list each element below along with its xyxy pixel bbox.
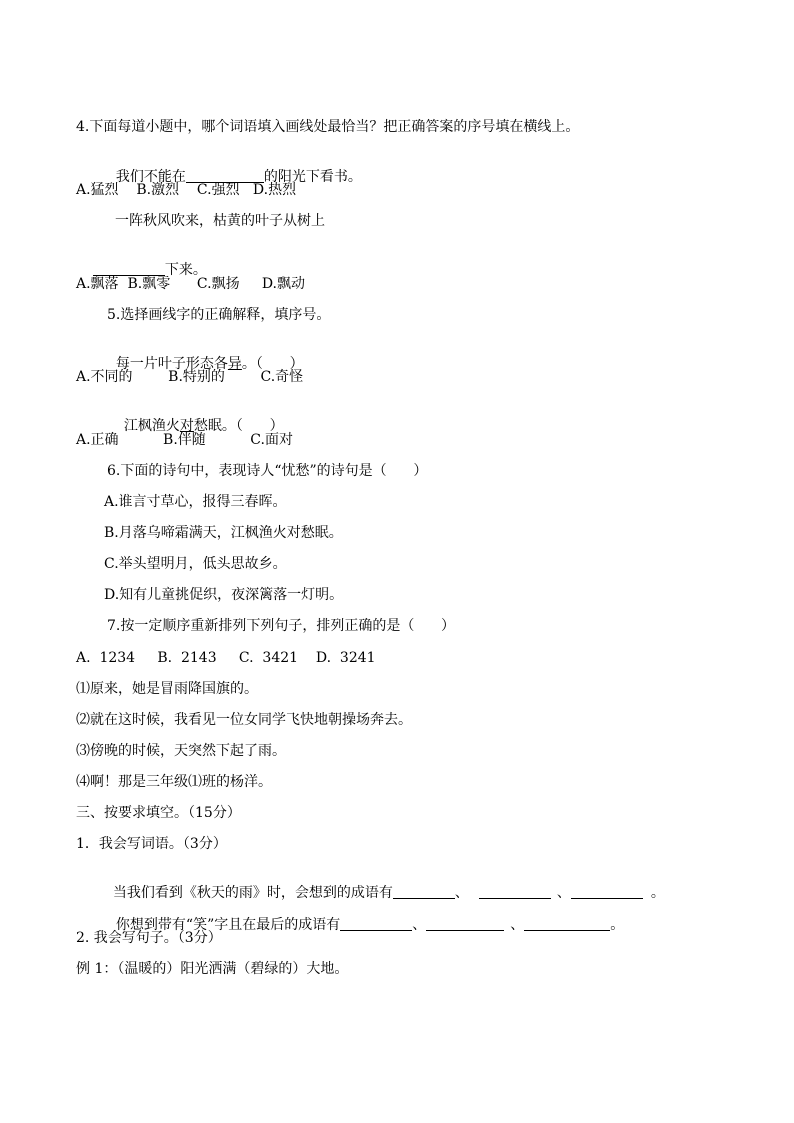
q4-s2-after: 下来。 xyxy=(164,262,207,278)
laugh-idiom-blank-1[interactable] xyxy=(340,916,412,931)
q4-s1-before: 我们不能在 xyxy=(115,169,186,185)
q6-option-a: A.谁言寸草心，报得三春晖。 xyxy=(104,494,287,510)
q7-title: 7.按一定顺序重新排列下列句子，排列正确的是（ ） xyxy=(107,618,456,634)
q4-s1-after: 的阳光下看书。 xyxy=(263,169,362,185)
q5-s2-underlined-char: 对 xyxy=(179,418,194,434)
section-3-title: 三、按要求填空。（15分） xyxy=(76,805,241,821)
q4-s2-options: A.飘落 B.飘零 C.飘扬 D.飘动 xyxy=(76,276,305,292)
q5-sentence-2 xyxy=(115,399,284,435)
q7-sentence-4: ⑷啊！那是三年级⑴班的杨洋。 xyxy=(76,774,272,790)
idiom-blank-3[interactable] xyxy=(571,884,643,899)
q6-option-b: B.月落乌啼霜满天，江枫渔火对愁眠。 xyxy=(104,525,343,541)
part-1-line-1 xyxy=(104,866,665,902)
q7-sentence-2: ⑵就在这时候，我看见一位女同学飞快地朝操场奔去。 xyxy=(76,712,412,728)
p1-end-2: 。 xyxy=(610,917,625,933)
p1-l2-text: 你想到带有“笑”字且在最后的成语有 xyxy=(115,917,341,933)
q5-s2-options: A.正确 B.伴随 C.面对 xyxy=(76,432,293,448)
q5-s1-post: 。（ ） xyxy=(241,356,304,372)
q7-options: A. 1234 B. 2143 C. 3421 D. 3241 xyxy=(76,650,376,666)
q6-option-c: C.举头望明月，低头思故乡。 xyxy=(104,556,287,572)
q6-option-d: D.知有儿童挑促织，夜深篱落一灯明。 xyxy=(104,587,344,603)
q4-sentence-2 xyxy=(84,243,207,279)
q5-s2-post: 愁眠。（ ） xyxy=(193,418,284,434)
q4-s1-options: A.猛烈 B.激烈 C.强烈 D.热烈 xyxy=(76,182,297,198)
laugh-idiom-blank-2[interactable] xyxy=(426,916,504,931)
q4-s2-blank[interactable] xyxy=(93,261,165,276)
q5-s1-options: A.不同的 B.特别的 C.奇怪 xyxy=(76,369,304,385)
idiom-blank-1[interactable] xyxy=(393,884,455,899)
p1-l1-text: 当我们看到《秋天的雨》时，会想到的成语有 xyxy=(112,885,393,901)
part-2-title: 2. 我会写句子。（3分） xyxy=(76,930,222,946)
p1-sep-2: 、 xyxy=(556,885,571,901)
q5-title: 5.选择画线字的正确解释，填序号。 xyxy=(107,307,331,323)
p1-sep-4: 、 xyxy=(510,917,525,933)
q4-s2-line1: 一阵秋风吹来，枯黄的叶子从树上 xyxy=(115,213,325,229)
example-1: 例 1：（温暖的）阳光洒满（碧绿的）大地。 xyxy=(76,961,349,977)
q4-title: 4.下面每道小题中，哪个词语填入画线处最恰当？把正确答案的序号填在横线上。 xyxy=(76,119,580,135)
p1-end: 。 xyxy=(650,885,665,901)
q5-s2-pre: 江枫渔火 xyxy=(123,418,180,434)
laugh-idiom-blank-3[interactable] xyxy=(524,916,610,931)
part-1-title: 1．我会写词语。（3分） xyxy=(76,836,227,852)
p1-sep-1: 、 xyxy=(454,885,469,901)
idiom-blank-2[interactable] xyxy=(479,884,551,899)
q7-sentence-3: ⑶傍晚的时候，天突然下起了雨。 xyxy=(76,743,286,759)
p1-sep-3: 、 xyxy=(412,917,427,933)
q7-sentence-1: ⑴原来，她是冒雨降国旗的。 xyxy=(76,681,258,697)
q6-title: 6.下面的诗句中，表现诗人“忧愁”的诗句是（ ） xyxy=(107,463,428,479)
q5-s1-pre: 每一片叶子形态各 xyxy=(115,356,228,372)
q5-s1-underlined-char: 异 xyxy=(227,356,242,372)
